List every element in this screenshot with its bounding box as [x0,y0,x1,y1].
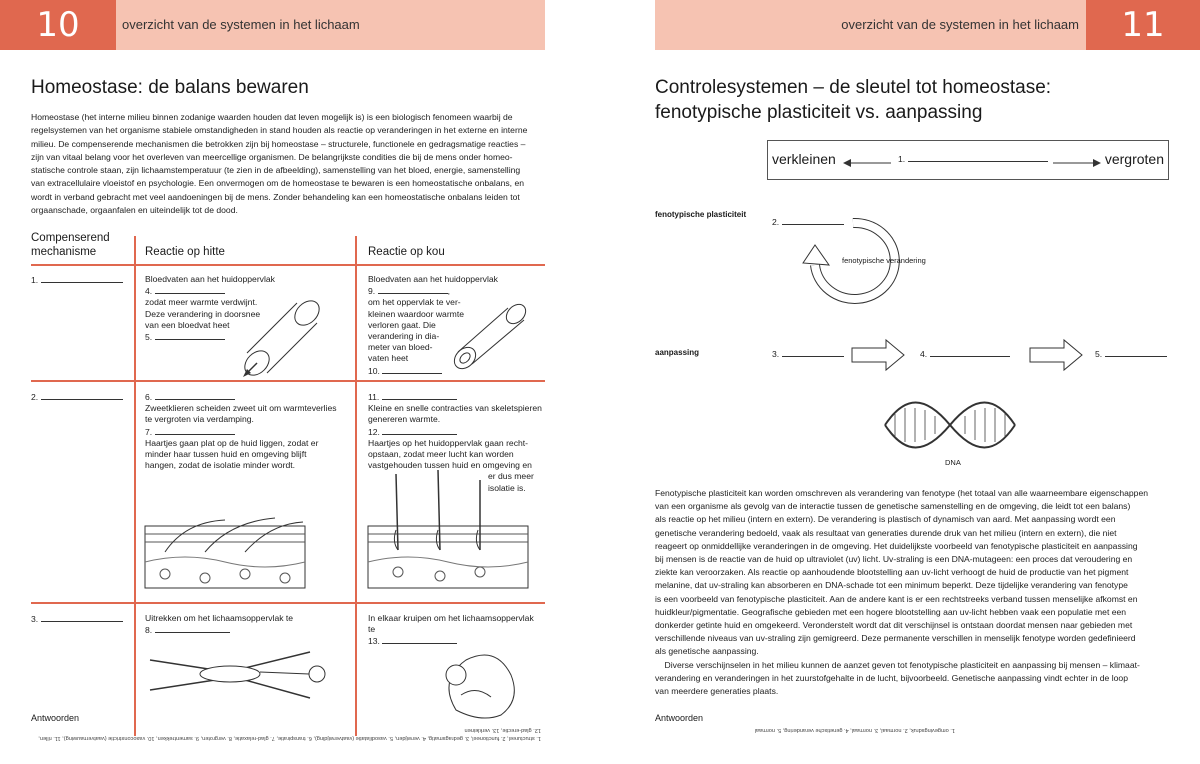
col-header-mechanism: Compenserend mechanisme [31,232,110,258]
dilated-vessel-illustration [239,295,329,375]
answers-text: 1. structureel, 2. functioneel, 3. gedragsmatig, 4. verwijden, 5. vasodilatatie (vaatverwijding), 6. transpiratie, 7. glad-relaxatie, 8. vergroten, 9. samentrekken, 10. vasoconstrictie (vaatvernauwing), 11. rillen, 12. glad-erectie, 13. verkleinen [38,727,541,741]
answer-blank-5[interactable]: 5. [1095,348,1167,359]
answer-blank-4[interactable]: 4. [920,348,1010,359]
heat-cell-3: Uitrekken om het lichaamsoppervlak te 8. [145,613,294,636]
curled-body-illustration [436,650,516,720]
page-header [0,0,545,50]
left-page [0,0,545,764]
header-title: overzicht van de systemen in het lichaam [841,17,1079,32]
page-number: 10 [0,0,116,50]
adaptation-label: aanpassing [655,348,700,357]
scale-left-label: verkleinen [772,151,836,167]
page-header [655,0,1200,50]
cycle-label: fenotypische verandering [842,256,926,265]
answer-blank-2[interactable]: 2. [31,391,123,403]
answer-blank-3[interactable]: 3. [31,613,123,625]
right-page [655,0,1200,764]
cold-cell-3: In elkaar kruipen om het lichaamsoppervlak te 13. [368,613,534,647]
arrow-right-icon [1053,159,1101,167]
scale-answer-blank[interactable]: 1. [898,153,1048,164]
phenotypic-plasticity-label: fenotypische plasticiteit [655,210,747,219]
constricted-vessel-illustration [446,300,536,370]
col-header-cold: Reactie op kou [368,246,445,258]
block-arrow-icon [1030,340,1084,370]
answers-title: Antwoorden [31,713,80,723]
page-heading: Controlesystemen – de sleutel tot homeostase: fenotypische plasticiteit vs. aanpassing [655,77,1052,123]
arrow-left-icon [843,159,891,167]
cold-cell-2: 11. Kleine en snelle contracties van skeletspieren genereren warmte. 12. Haartjes op het huidoppervlak gaan recht- opstaan, zodat meer lucht kan worden vastgehouden tussen huid en omgeving en er dus meer isolatie is. [368,392,542,493]
answers-text: 1. omgevingsdruk, 2. normaal, 3. normaal, 4. genetische verandering, 5. normaal [754,727,955,733]
cold-cell-1: Bloedvaten aan het huidoppervlak 9. , om het oppervlak te ver- kleinen waardoor warmte verloren gaat. Die verandering in dia- meter van bloed- vaten heet 10. [368,274,498,376]
answer-blank-1[interactable]: 1. [31,274,123,286]
heat-cell-2: 6. Zweetklieren scheiden zweet uit om warmteverlies te vergroten via verdamping. 7. Haartjes gaan plat op de huid liggen, zodat er minder haar tussen huid en omgeving blijft hangen, zodat de isolatie minder wordt. [145,392,337,471]
page-number: 11 [1086,0,1200,50]
block-arrow-icon [852,340,906,370]
page-heading: Homeostase: de balans bewaren [31,77,309,98]
skin-erect-hair-illustration [368,470,528,590]
answer-blank-3[interactable]: 3. [772,348,844,359]
scale-box [767,140,1169,180]
scale-right-label: vergroten [1104,151,1164,167]
page-gutter [545,0,655,764]
dna-helix-illustration [885,400,1015,450]
answers-title: Antwoorden [655,713,704,723]
body-paragraph: Fenotypische plasticiteit kan worden omschreven als verandering van fenotype (het totaal van alle waarneembare eigenschappen van een organisme als gevolg van de interactie tussen de genetische samenstelling en de omgeving, die leidt tot een balans) als reactie op het milieu (intern en extern). De verandering is plastisch of dynamisch van aard. Met aanpassing wordt een genetische verandering bedoeld, vaak als resultaat van generaties durende druk van het milieu (intern en extern), die niet reageert op onmiddellijke veranderingen in de omgeving. Het duidelijkste voorbeeld van fenotypische plasticiteit en aanpassing bij mensen is de reactie van de huid op ultraviolet (uv) licht. Uv-straling is een DNA-mutageen: een proces dat veroudering en ziekte kan veroorzaken. Als reactie op aanhoudende blootstelling aan uv-licht verhoogt de huid de productie van het pigment melanine, dat uv-straling kan absorberen en DNA-schade tot een minimum beperkt. Deze tijdelijke verandering van fenotype is een voorbeeld van fenotypische plasticiteit. Aan de andere kant is er een rechtstreeks verband tussen menselijke afkomst en huidkleur/pigmentatie. Geografische gebieden met een hogere blootstelling aan uv-licht hebben vaak een populatie met een donkerder getinte huid en omgekeerd. Veronderstelt wordt dat dit verschijnsel is ontstaan doordat mensen naar gebieden met verschillende niveaus van uv-straling zijn gemigreerd. Deze permanente verschillen in menselijk fenotype worden gedefinieerd als genetische aanpassing. Diverse verschijnselen in het milieu kunnen de aanzet geven tot fenotypische plasticiteit en aanpassing bij mensen – klimaat- verandering en veranderingen in het zuurstofgehalte in de lucht, bijvoorbeeld. Genetische aanpassing vindt echter in de loop van meerdere generaties plaats. [655,488,1149,697]
heat-cell-1: Bloedvaten aan het huidoppervlak 4. zodat meer warmte verdwijnt. Deze verandering in doorsnee van een bloedvat heet 5. [145,274,275,343]
header-title: overzicht van de systemen in het lichaam [122,17,360,32]
skin-flat-hair-illustration [145,512,305,590]
answer-blank-2[interactable]: 2. [772,216,844,227]
stretched-body-illustration [145,640,345,705]
intro-paragraph: Homeostase (het interne milieu binnen zodanige waarden houden dat leven mogelijk is) is een biologisch fenomeen waarbij de regelsystemen van het organisme stabiele omstandigheden in stand houden als reactie op veranderingen in het externe en interne milieu. De compenserende mechanismen die betrokken zijn bij homeostase – structurele, functionele en gedragsmatige reacties – zijn van vitaal belang voor het overleven van meercellige organismen. De belangrijkste condities die bij de mens onder homeo- statische controle staan, zijn lichaamstemperatuur (te zien in de afbeelding), samenstelling van het bloed, energie, samenstelling van extracellulaire vloeistof en psychologie. Een onvermogen om de homeostase te bewaren is een homeostatische onbalans, en wordt in verband gebracht met veel aandoeningen bij de mens. Zonder behandeling kan een homeostatische onbalans leiden tot orgaanschade, orgaanfalen en uiteindelijk tot de dood. [31,112,528,216]
col-header-heat: Reactie op hitte [145,246,225,258]
compensation-table [31,230,545,740]
dna-label: DNA [945,458,961,467]
